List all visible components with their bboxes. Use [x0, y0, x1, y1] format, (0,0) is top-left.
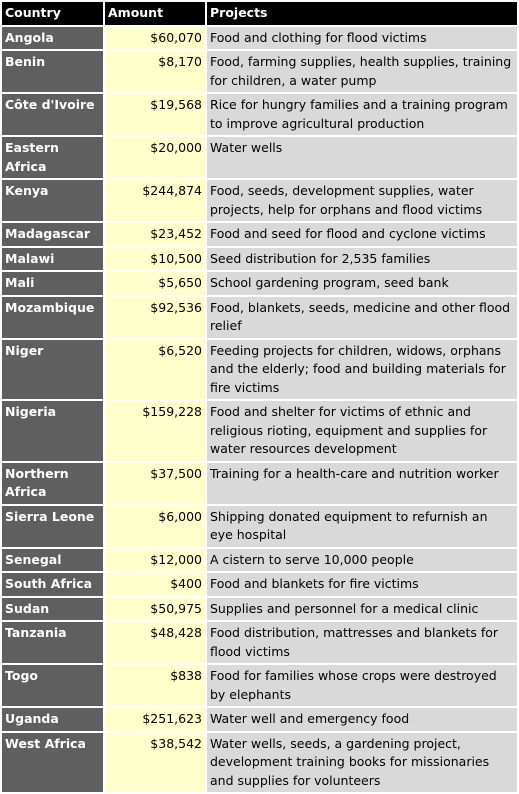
table-row [2, 137, 517, 178]
projects-cell: Food and shelter for victims of ethnic and religious rioting, equipment and supplies for water resources development [207, 401, 517, 461]
country-cell: Nigeria [2, 401, 103, 461]
country-cell: Madagascar [2, 223, 103, 246]
table-row [2, 27, 517, 50]
projects-cell: Rice for hungry families and a training program to improve agricultural production [207, 94, 517, 135]
country-cell: Côte d'Ivoire [2, 94, 103, 135]
amount-cell: $37,500 [105, 463, 205, 504]
table-row [2, 665, 517, 706]
table-row [2, 463, 517, 504]
table-row [2, 622, 517, 663]
projects-cell: Food and clothing for flood victims [207, 27, 517, 50]
projects-cell: Food, farming supplies, health supplies, training for children, a water pump [207, 51, 517, 92]
amount-cell: $48,428 [105, 622, 205, 663]
table-row [2, 248, 517, 271]
projects-cell: Supplies and personnel for a medical clinic [207, 598, 517, 621]
projects-cell: Seed distribution for 2,535 families [207, 248, 517, 271]
country-cell: Kenya [2, 180, 103, 221]
amount-cell: $20,000 [105, 137, 205, 178]
country-cell: Senegal [2, 549, 103, 572]
table-row [2, 401, 517, 461]
country-cell: Malawi [2, 248, 103, 271]
table-row [2, 733, 517, 793]
amount-cell: $12,000 [105, 549, 205, 572]
projects-cell: Training for a health-care and nutrition worker [207, 463, 517, 504]
projects-cell: Water wells, seeds, a gardening project, development training books for missionaries and supplies for volunteers [207, 733, 517, 793]
table-row [2, 340, 517, 400]
table-row [2, 51, 517, 92]
table-row [2, 573, 517, 596]
country-cell: South Africa [2, 573, 103, 596]
projects-cell: Water well and emergency food [207, 708, 517, 731]
table-row [2, 94, 517, 135]
projects-cell: Water wells [207, 137, 517, 178]
header-amount: Amount [105, 2, 205, 25]
table-row [2, 180, 517, 221]
header-row [2, 2, 517, 25]
projects-cell: Food and blankets for fire victims [207, 573, 517, 596]
country-cell: Sudan [2, 598, 103, 621]
country-cell: Uganda [2, 708, 103, 731]
projects-cell: Feeding projects for children, widows, orphans and the elderly; food and building materials for fire victims [207, 340, 517, 400]
amount-cell: $159,228 [105, 401, 205, 461]
country-cell: Mali [2, 272, 103, 295]
amount-cell: $50,975 [105, 598, 205, 621]
amount-cell: $23,452 [105, 223, 205, 246]
amount-cell: $6,520 [105, 340, 205, 400]
table-row [2, 708, 517, 731]
table-row [2, 272, 517, 295]
header-projects: Projects [207, 2, 517, 25]
projects-cell: Food for families whose crops were destroyed by elephants [207, 665, 517, 706]
projects-cell: Food, blankets, seeds, medicine and other flood relief [207, 297, 517, 338]
country-cell: Angola [2, 27, 103, 50]
projects-cell: Shipping donated equipment to refurnish an eye hospital [207, 506, 517, 547]
country-cell: Benin [2, 51, 103, 92]
projects-cell: Food and seed for flood and cyclone victims [207, 223, 517, 246]
amount-cell: $838 [105, 665, 205, 706]
amount-cell: $10,500 [105, 248, 205, 271]
country-cell: Mozambique [2, 297, 103, 338]
projects-cell: Food, seeds, development supplies, water projects, help for orphans and flood victims [207, 180, 517, 221]
projects-cell: A cistern to serve 10,000 people [207, 549, 517, 572]
amount-cell: $251,623 [105, 708, 205, 731]
country-cell: West Africa [2, 733, 103, 793]
amount-cell: $6,000 [105, 506, 205, 547]
projects-cell: School gardening program, seed bank [207, 272, 517, 295]
amount-cell: $19,568 [105, 94, 205, 135]
table-row [2, 506, 517, 547]
amount-cell: $60,070 [105, 27, 205, 50]
table-row [2, 297, 517, 338]
projects-cell: Food distribution, mattresses and blankets for flood victims [207, 622, 517, 663]
table-row [2, 598, 517, 621]
table-row [2, 223, 517, 246]
amount-cell: $92,536 [105, 297, 205, 338]
amount-cell: $8,170 [105, 51, 205, 92]
country-cell: Northern Africa [2, 463, 103, 504]
country-cell: Eastern Africa [2, 137, 103, 178]
country-cell: Niger [2, 340, 103, 400]
country-cell: Tanzania [2, 622, 103, 663]
amount-cell: $5,650 [105, 272, 205, 295]
header-country: Country [2, 2, 103, 25]
amount-cell: $400 [105, 573, 205, 596]
amount-cell: $38,542 [105, 733, 205, 793]
amount-cell: $244,874 [105, 180, 205, 221]
table-row [2, 549, 517, 572]
table-body [2, 27, 517, 793]
country-cell: Sierra Leone [2, 506, 103, 547]
country-cell: Togo [2, 665, 103, 706]
